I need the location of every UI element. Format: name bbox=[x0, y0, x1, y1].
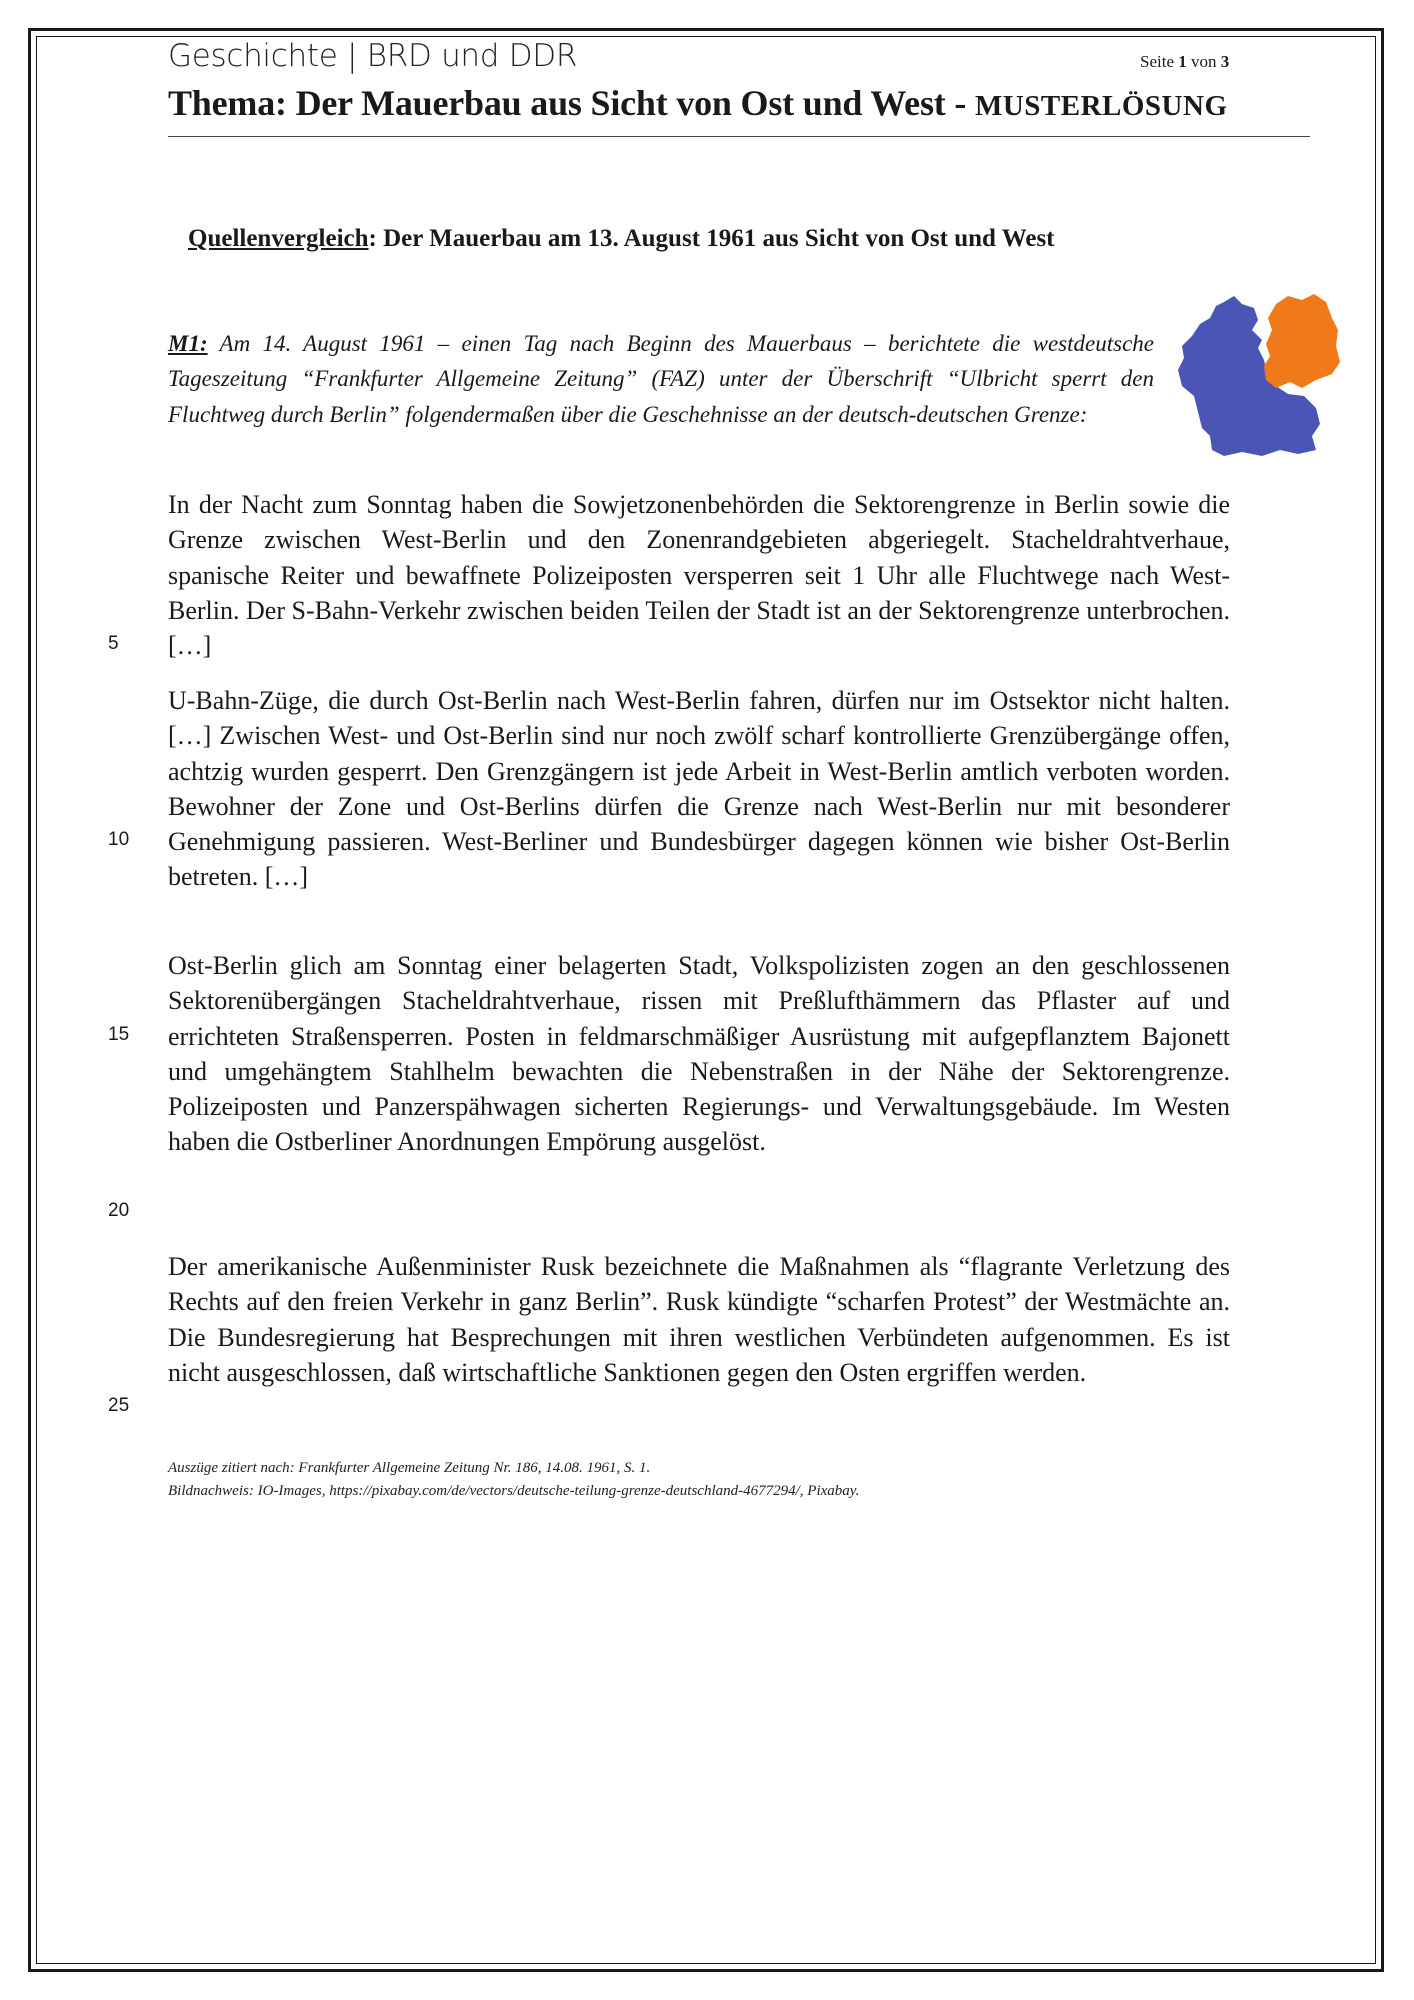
title-main: Thema: Der Mauerbau aus Sicht von Ost und West - bbox=[168, 83, 975, 123]
heading-rest: : Der Mauerbau am 13. August 1961 aus Sicht von Ost und West bbox=[368, 225, 1055, 252]
image-credit: Bildnachweis: IO-Images, https://pixabay.com/de/vectors/deutsche-teilung-grenze-deutschland-4677294/, Pixabay. bbox=[168, 1483, 860, 1499]
source-citation: Auszüge zitiert nach: Frankfurter Allgemeine Zeitung Nr. 186, 14.08. 1961, S. 1. bbox=[168, 1460, 651, 1476]
germany-division-map-icon bbox=[1172, 290, 1342, 462]
source-intro-text: Am 14. August 1961 – einen Tag nach Beginn des Mauerbaus – berichtete die westdeutsche Tageszeitung “Frankfurter Allgemeine Zeitung” (FAZ) unter der Überschrift “Ulbricht sperrt den Fluchtweg durch Berlin” folgendermaßen über die Geschehnisse an der deutsch-deutschen Grenze: bbox=[168, 331, 1154, 427]
section-heading bbox=[188, 225, 1055, 253]
heading-underlined: Quellenvergleich bbox=[188, 225, 369, 252]
page-current: 1 bbox=[1178, 52, 1187, 71]
line-number-15: 15 bbox=[108, 1024, 130, 1045]
quote-paragraph-4: Der amerikanische Außenminister Rusk bezeichnete die Maßnahmen als “flagrante Verletzung des Rechts auf den freien Verkehr in ganz Berlin”. Rusk kündigte “scharfen Protest” der Westmächte an. Die Bundesregierung hat Besprechungen mit ihren westlichen Verbündeten aufgenommen. Es ist nicht ausgeschlossen, daß wirtschaftliche Sanktionen gegen den Osten ergriffen werden. bbox=[168, 1252, 1230, 1387]
quote-paragraph-1: In der Nacht zum Sonntag haben die Sowjetzonenbehörden die Sektorengrenze in Berlin sowie die Grenze zwischen West-Berlin und den Zonenrandgebieten abgeriegelt. Stacheldrahtverhaue, spanische Reiter und bewaffnete Polizeiposten versperren seit 1 Uhr alle Fluchtwege nach West-Berlin. Der S-Bahn-Verkehr zwischen beiden Teilen der Stadt ist an der Sektorengrenze unterbrochen. […] bbox=[168, 490, 1230, 661]
source-label: M1: bbox=[168, 331, 208, 356]
east-germany-shape bbox=[1264, 294, 1340, 388]
line-number-5: 5 bbox=[108, 633, 119, 654]
page-title bbox=[168, 82, 1228, 124]
quote-paragraph-3: Ost-Berlin glich am Sonntag einer belagerten Stadt, Volkspolizisten zogen an den geschlossenen Sektorenübergängen Stacheldrahtverhaue, rissen mit Preßlufthämmern das Pflaster auf und errichteten Straßensperren. Posten in feldmarschmäßiger Ausrüstung mit aufgepflanztem Bajonett und umgehängtem Stahlhelm bewachten die Nebenstraßen in der Nähe der Sektorengrenze. Polizeiposten und Panzerspähwagen sicherten Regierungs- und Verwaltungsgebäude. Im Westen haben die Ostberliner Anordnungen Empörung ausgelöst. bbox=[168, 951, 1230, 1157]
quote-paragraph-2: U-Bahn-Züge, die durch Ost-Berlin nach West-Berlin fahren, dürfen nur im Ostsektor nicht halten. […] Zwischen West- und Ost-Berlin sind nur noch zwölf scharf kontrollierte Grenzübergänge offen, achtzig wurden gesperrt. Den Grenzgängern ist jede Arbeit in West-Berlin amtlich verboten worden. Bewohner der Zone und Ost-Berlins dürfen die Grenze nach West-Berlin nur mit besonderer Genehmigung passieren. West-Berliner und Bundesbürger dagegen können wie bisher Ost-Berlin betreten. […] bbox=[168, 686, 1230, 892]
page-number bbox=[1140, 52, 1229, 72]
page-prefix: Seite bbox=[1140, 52, 1174, 71]
header-subject: Geschichte | BRD und DDR bbox=[168, 38, 578, 74]
title-suffix: MUSTERLÖSUNG bbox=[974, 90, 1228, 122]
page-of: von bbox=[1191, 52, 1217, 71]
line-number-20: 20 bbox=[108, 1200, 130, 1221]
line-number-10: 10 bbox=[108, 829, 130, 850]
header-divider bbox=[168, 136, 1310, 137]
page-total: 3 bbox=[1220, 52, 1230, 71]
line-number-25: 25 bbox=[108, 1395, 130, 1416]
source-intro bbox=[168, 326, 1154, 432]
